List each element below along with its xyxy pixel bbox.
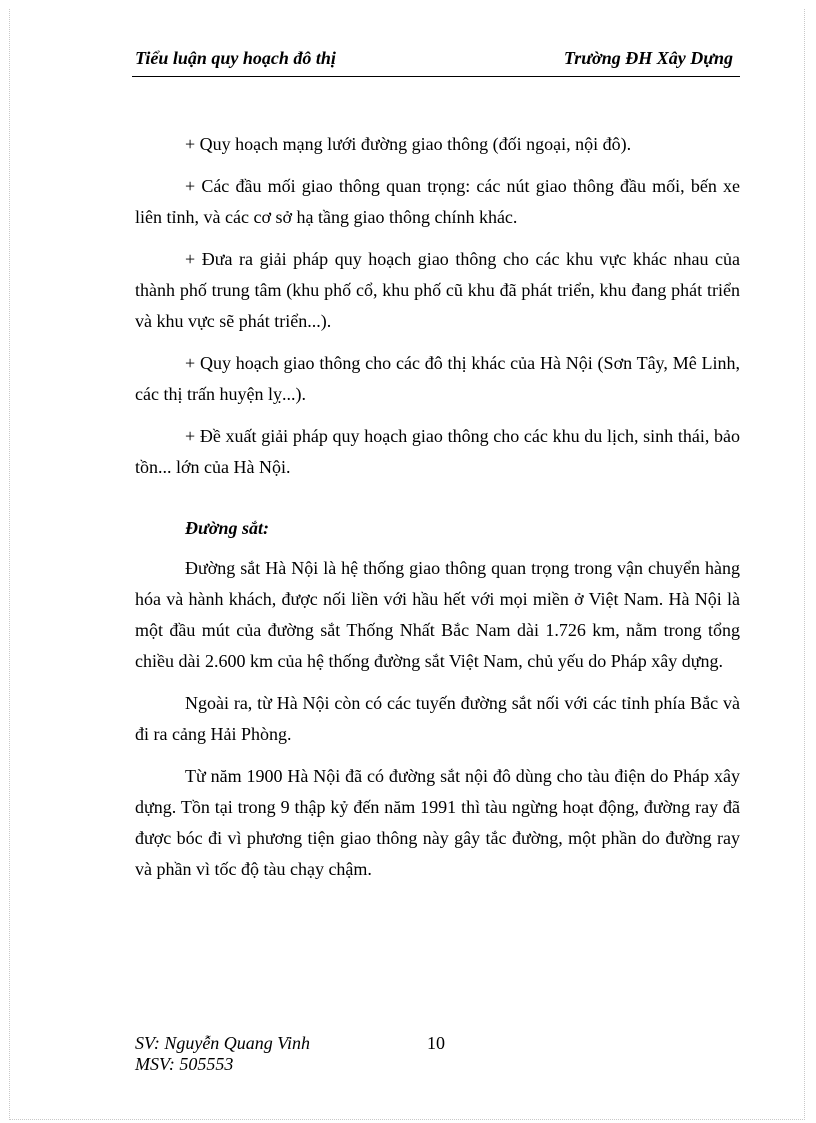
bullet-paragraph: + Quy hoạch giao thông cho các đô thị khác của Hà Nội (Sơn Tây, Mê Linh, các thị trấn huyện lỵ...). <box>135 353 740 404</box>
footer-student-name: SV: Nguyễn Quang Vinh <box>135 1033 310 1053</box>
body-paragraph: Từ năm 1900 Hà Nội đã có đường sắt nội đô dùng cho tàu điện do Pháp xây dựng. Tồn tại trong 9 thập kỷ đến năm 1991 thì tàu ngừng hoạt động, đường ray đã được bóc đi vì phương tiện giao thông này gây tắc đường, một phần do đường ray và phần vì tốc độ tàu chạy chậm. <box>135 766 740 879</box>
header-right-title: Trường ĐH Xây Dựng <box>563 48 733 68</box>
header-left-title: Tiểu luận quy hoạch đô thị <box>135 48 336 68</box>
bullet-paragraph: + Các đầu mối giao thông quan trọng: các nút giao thông đầu mối, bến xe liên tỉnh, và các cơ sở hạ tầng giao thông chính khác. <box>135 176 740 227</box>
page-footer <box>135 1033 735 1075</box>
page-header <box>135 48 735 74</box>
section-heading: Đường sắt: <box>185 518 269 538</box>
footer-student-id: MSV: 505553 <box>135 1054 234 1074</box>
bullet-paragraph: + Quy hoạch mạng lưới đường giao thông (đối ngoại, nội đô). <box>185 134 632 154</box>
document-body <box>135 129 740 896</box>
body-paragraph: Đường sắt Hà Nội là hệ thống giao thông quan trọng trong vận chuyển hàng hóa và hành khách, được nối liền với hầu hết với mọi miền ở Việt Nam. Hà Nội là một đầu mút của đường sắt Thống Nhất Bắc Nam dài 1.726 km, nằm trong tổng chiều dài 2.600 km của hệ thống đường sắt Việt Nam, chủ yếu do Pháp xây dựng. <box>135 558 740 671</box>
page-number: 10 <box>427 1033 445 1053</box>
bullet-paragraph: + Đề xuất giải pháp quy hoạch giao thông cho các khu du lịch, sinh thái, bảo tồn... lớn của Hà Nội. <box>135 426 740 477</box>
body-paragraph: Ngoài ra, từ Hà Nội còn có các tuyến đường sắt nối với các tỉnh phía Bắc và đi ra cảng Hải Phòng. <box>135 693 740 744</box>
bullet-paragraph: + Đưa ra giải pháp quy hoạch giao thông cho các khu vực khác nhau của thành phố trung tâm (khu phố cổ, khu phố cũ khu đã phát triển, khu đang phát triển và khu vực sẽ phát triển...). <box>135 249 740 331</box>
header-rule <box>132 76 740 77</box>
